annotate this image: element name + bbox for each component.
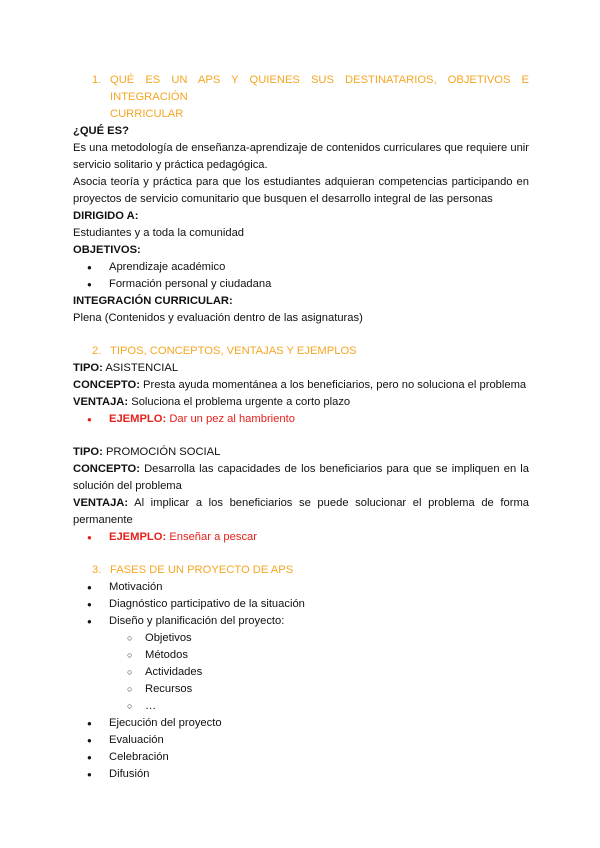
section-3-heading [92, 562, 529, 579]
concepto-line: CONCEPTO: Presta ayuda momentánea a los beneficiarios, pero no soluciona el problema [73, 379, 527, 391]
section-title: QUÉ ES UN APS Y QUIENES SUS DESTINATARIOS, OBJETIVOS E INTEGRACIÓN CURRICULAR [110, 74, 529, 120]
que-es-paragraph-2: Asocia teoría y práctica para que los estudiantes adquieran competencias participando en proyectos de servicio comunitario que busquen el desarrollo integral de las personas [73, 176, 529, 205]
sub-list-item: ○ Objetivos [73, 630, 529, 647]
integracion-text: Plena (Contenidos y evaluación dentro de las asignaturas) [73, 312, 363, 324]
list-item: ● Ejecución del proyecto [73, 715, 529, 732]
document-content [73, 72, 529, 783]
integracion-label: INTEGRACIÓN CURRICULAR: [73, 295, 233, 307]
section-number: 1. [92, 74, 102, 86]
ejemplo-item: ● EJEMPLO: Dar un pez al hambriento [73, 411, 529, 428]
sub-list-item: ○ … [73, 698, 529, 715]
sub-list-item: ○ Actividades [73, 664, 529, 681]
list-item: ● Celebración [73, 749, 529, 766]
ventaja-line: VENTAJA: Soluciona el problema urgente a corto plazo [73, 396, 351, 408]
concepto-line: CONCEPTO: Desarrolla las capacidades de los beneficiarios para que se impliquen en la solución del problema [73, 463, 529, 492]
list-item: ● Formación personal y ciudadana [73, 276, 529, 293]
list-item: ● Evaluación [73, 732, 529, 749]
ejemplo-item: ● EJEMPLO: Enseñar a pescar [73, 529, 529, 546]
section-number: 3. [92, 564, 102, 576]
list-item: ● Motivación [73, 579, 529, 596]
dirigido-text: Estudiantes y a toda la comunidad [73, 227, 245, 239]
section-2-heading [92, 343, 529, 360]
section-title: FASES DE UN PROYECTO DE APS [110, 564, 294, 576]
section-number: 2. [92, 345, 102, 357]
objetivos-label: OBJETIVOS: [73, 244, 141, 256]
sub-list-item: ○ Métodos [73, 647, 529, 664]
tipo-line: TIPO: PROMOCIÓN SOCIAL [73, 446, 221, 458]
que-es-paragraph-1: Es una metodología de enseñanza-aprendizaje de contenidos curriculares que requiere unir servicio solitario y práctica pedagógica. [73, 142, 529, 171]
list-item: ● Diagnóstico participativo de la situación [73, 596, 529, 613]
list-item: ● Diseño y planificación del proyecto: [73, 613, 529, 630]
section-1-heading [92, 72, 529, 123]
list-item: ● Difusión [73, 766, 529, 783]
list-item: ● Aprendizaje académico [73, 259, 529, 276]
que-es-label: ¿QUÉ ES? [73, 125, 129, 137]
sub-list-item: ○ Recursos [73, 681, 529, 698]
tipo-line: TIPO: ASISTENCIAL [73, 362, 179, 374]
dirigido-label: DIRIGIDO A: [73, 210, 139, 222]
section-title: TIPOS, CONCEPTOS, VENTAJAS Y EJEMPLOS [110, 345, 357, 357]
ventaja-line: VENTAJA: Al implicar a los beneficiarios se puede solucionar el problema de forma permanente [73, 497, 529, 526]
